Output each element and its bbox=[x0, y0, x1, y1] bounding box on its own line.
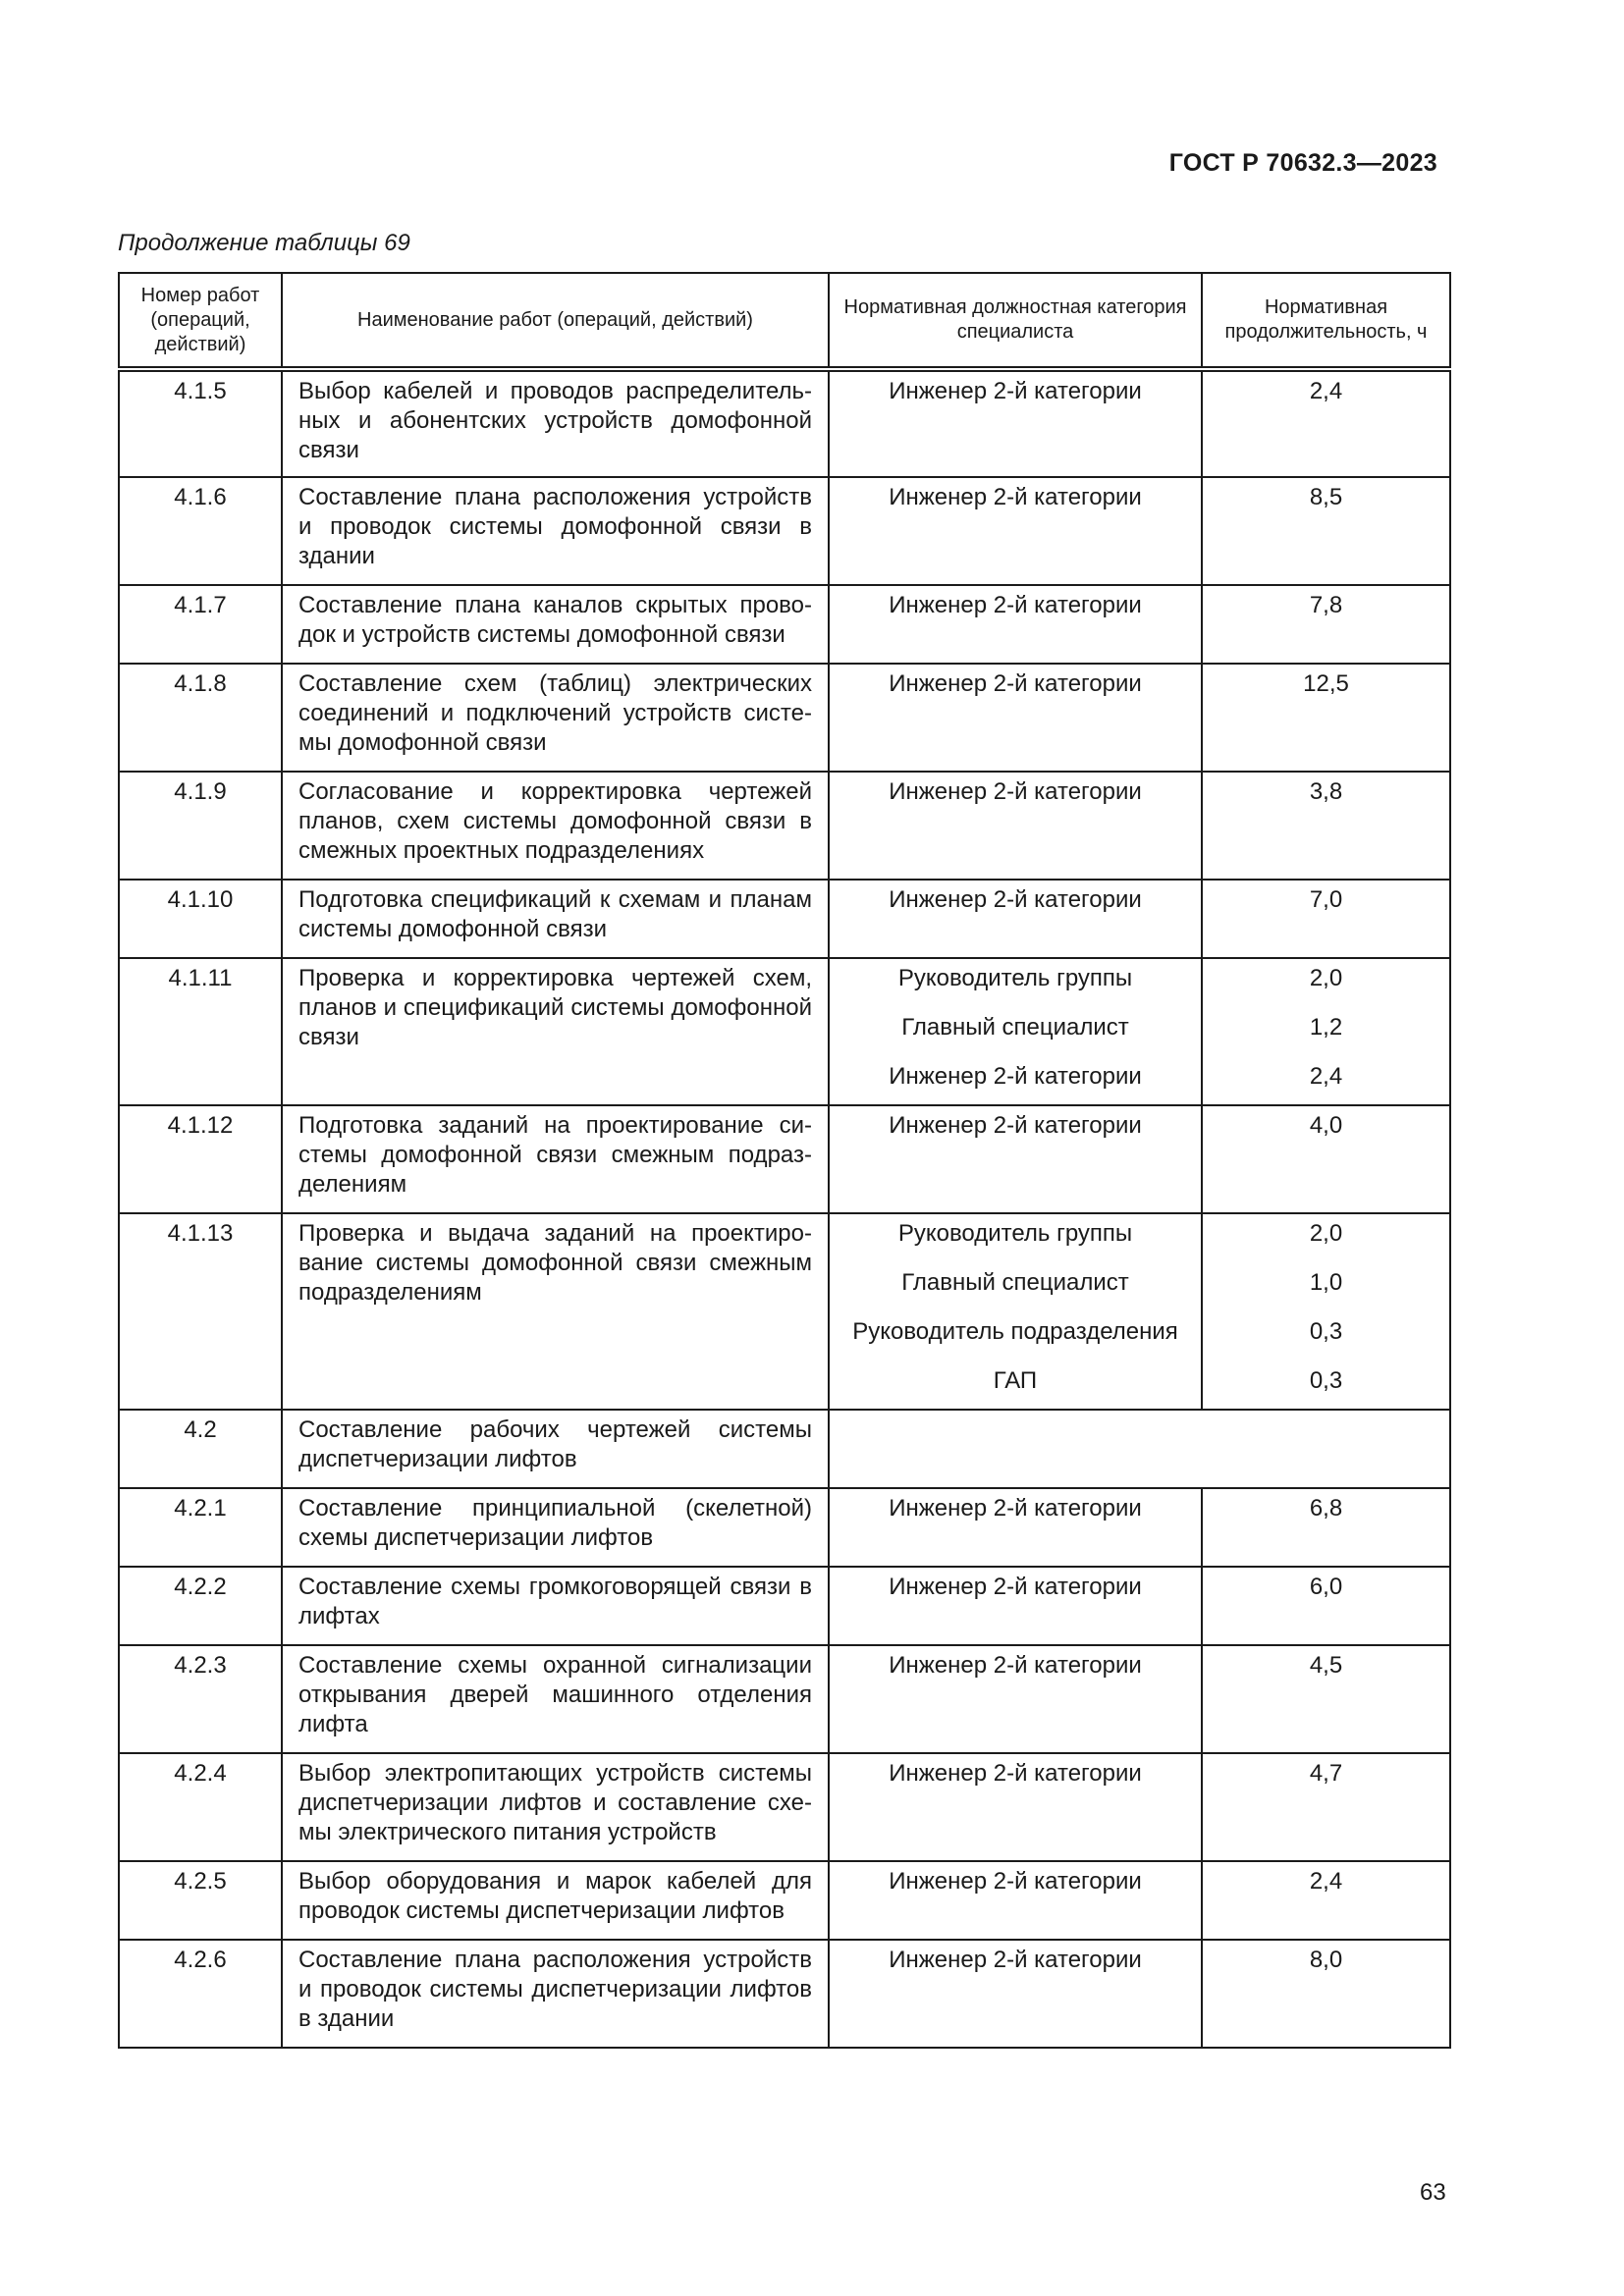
duration-line: 4,7 bbox=[1309, 1760, 1343, 1787]
category-cell bbox=[829, 1213, 1202, 1410]
category-line: Инженер 2-й категории bbox=[889, 670, 1142, 697]
work-name-cell: Проверка и корректировка чертежей схем, планов и спецификаций системы домофонной связи bbox=[282, 958, 829, 1105]
category-cell bbox=[829, 1105, 1202, 1213]
table-row bbox=[119, 1861, 1450, 1940]
duration-cell bbox=[1202, 772, 1450, 880]
table-header-row bbox=[119, 273, 1450, 369]
table-row bbox=[119, 369, 1450, 477]
norms-table bbox=[118, 272, 1451, 2049]
table-row bbox=[119, 880, 1450, 958]
category-cell bbox=[829, 958, 1202, 1105]
table-caption: Продолжение таблицы 69 bbox=[118, 230, 410, 256]
category-line: Инженер 2-й категории bbox=[889, 1063, 1142, 1090]
table-row bbox=[119, 1410, 1450, 1488]
duration-line: 2,0 bbox=[1309, 965, 1343, 991]
duration-line: 2,4 bbox=[1309, 1868, 1343, 1895]
duration-cell bbox=[1202, 1940, 1450, 2048]
duration-cell bbox=[1202, 1645, 1450, 1753]
table-row bbox=[119, 477, 1450, 585]
category-cell bbox=[829, 772, 1202, 880]
category-line: Инженер 2-й категории bbox=[889, 1112, 1142, 1139]
duration-line: 0,3 bbox=[1309, 1318, 1343, 1345]
duration-line: 0,3 bbox=[1309, 1367, 1343, 1394]
category-line: Инженер 2-й категории bbox=[889, 886, 1142, 913]
work-name-cell: Составление плана расположения устройств и проводок системы диспетчеризации лифтов в здании bbox=[282, 1940, 829, 2048]
column-header-name: Наименование работ (операций, действий) bbox=[282, 273, 829, 369]
table-row bbox=[119, 585, 1450, 664]
duration-cell bbox=[1202, 1753, 1450, 1861]
work-number-cell: 4.1.11 bbox=[119, 958, 282, 1105]
duration-cell bbox=[1202, 1861, 1450, 1940]
duration-cell bbox=[1202, 1488, 1450, 1567]
category-line: Инженер 2-й категории bbox=[889, 1947, 1142, 1973]
category-cell bbox=[829, 1567, 1202, 1645]
work-number-cell: 4.1.13 bbox=[119, 1213, 282, 1410]
table-row bbox=[119, 1645, 1450, 1753]
duration-line: 8,0 bbox=[1309, 1947, 1343, 1973]
duration-line: 4,0 bbox=[1309, 1112, 1343, 1139]
work-number-cell: 4.1.6 bbox=[119, 477, 282, 585]
work-number-cell: 4.1.10 bbox=[119, 880, 282, 958]
category-line: Инженер 2-й категории bbox=[889, 1652, 1142, 1679]
work-number-cell: 4.2.1 bbox=[119, 1488, 282, 1567]
category-line: ГАП bbox=[993, 1367, 1038, 1394]
category-line: Инженер 2-й категории bbox=[889, 1574, 1142, 1600]
category-cell bbox=[829, 664, 1202, 772]
duration-line: 7,0 bbox=[1309, 886, 1343, 913]
duration-line: 1,2 bbox=[1309, 1014, 1343, 1041]
duration-line: 4,5 bbox=[1309, 1652, 1343, 1679]
work-number-cell: 4.1.5 bbox=[119, 369, 282, 477]
merged-empty-cell bbox=[829, 1410, 1450, 1488]
table-row bbox=[119, 958, 1450, 1105]
table-body bbox=[119, 369, 1450, 2048]
category-line: Руководитель группы bbox=[897, 1220, 1133, 1247]
category-cell bbox=[829, 477, 1202, 585]
work-number-cell: 4.1.9 bbox=[119, 772, 282, 880]
table-row bbox=[119, 1105, 1450, 1213]
page-number: 63 bbox=[1420, 2179, 1446, 2206]
table-row bbox=[119, 1488, 1450, 1567]
duration-cell bbox=[1202, 585, 1450, 664]
duration-line: 1,0 bbox=[1309, 1269, 1343, 1296]
category-line: Главный специалист bbox=[901, 1269, 1129, 1296]
category-line: Инженер 2-й категории bbox=[889, 778, 1142, 805]
duration-line: 2,0 bbox=[1309, 1220, 1343, 1247]
table-row bbox=[119, 1753, 1450, 1861]
category-cell bbox=[829, 1940, 1202, 2048]
duration-cell bbox=[1202, 880, 1450, 958]
duration-line: 8,5 bbox=[1309, 484, 1343, 510]
duration-cell bbox=[1202, 1567, 1450, 1645]
duration-line: 2,4 bbox=[1309, 1063, 1343, 1090]
work-number-cell: 4.2.3 bbox=[119, 1645, 282, 1753]
category-cell bbox=[829, 1861, 1202, 1940]
category-cell bbox=[829, 1753, 1202, 1861]
work-name-cell: Выбор кабелей и проводов распределительных и абонентских устройств домофонной связи bbox=[282, 369, 829, 477]
document-id: ГОСТ Р 70632.3—2023 bbox=[1168, 149, 1437, 177]
duration-line: 6,8 bbox=[1309, 1495, 1343, 1522]
category-cell bbox=[829, 369, 1202, 477]
duration-cell bbox=[1202, 1105, 1450, 1213]
duration-cell bbox=[1202, 477, 1450, 585]
column-header-number: Номер работ (операций, действий) bbox=[119, 273, 282, 369]
work-number-cell: 4.1.7 bbox=[119, 585, 282, 664]
work-name-cell: Составление схемы громкоговорящей связи в лифтах bbox=[282, 1567, 829, 1645]
work-name-cell: Согласование и корректировка чертежей планов, схем системы домофонной связи в смежных проектных подразделениях bbox=[282, 772, 829, 880]
work-name-cell: Проверка и выдача заданий на проектирование системы домофонной связи смежным подразделениям bbox=[282, 1213, 829, 1410]
category-line: Инженер 2-й категории bbox=[889, 1495, 1142, 1522]
category-cell bbox=[829, 1488, 1202, 1567]
category-line: Инженер 2-й категории bbox=[889, 1760, 1142, 1787]
work-number-cell: 4.2.2 bbox=[119, 1567, 282, 1645]
category-line: Руководитель группы bbox=[897, 965, 1133, 991]
duration-line: 6,0 bbox=[1309, 1574, 1343, 1600]
work-name-cell: Подготовка заданий на проектирование системы домофонной связи смежным подразделениям bbox=[282, 1105, 829, 1213]
category-cell bbox=[829, 880, 1202, 958]
category-cell bbox=[829, 1645, 1202, 1753]
work-name-cell: Составление рабочих чертежей системы диспетчеризации лифтов bbox=[282, 1410, 829, 1488]
work-name-cell: Выбор оборудования и марок кабелей для проводок системы диспетчеризации лифтов bbox=[282, 1861, 829, 1940]
category-line: Руководитель подразделения bbox=[852, 1318, 1178, 1345]
duration-line: 12,5 bbox=[1303, 670, 1349, 697]
table-row bbox=[119, 1567, 1450, 1645]
work-name-cell: Составление схем (таблиц) электрических соединений и подключений устройств системы домофонной связи bbox=[282, 664, 829, 772]
work-number-cell: 4.1.8 bbox=[119, 664, 282, 772]
table-row bbox=[119, 1940, 1450, 2048]
work-name-cell: Составление принципиальной (скелетной) схемы диспетчеризации лифтов bbox=[282, 1488, 829, 1567]
duration-line: 7,8 bbox=[1309, 592, 1343, 618]
duration-line: 3,8 bbox=[1309, 778, 1343, 805]
category-line: Инженер 2-й категории bbox=[889, 592, 1142, 618]
category-line: Инженер 2-й категории bbox=[889, 1868, 1142, 1895]
table-row bbox=[119, 772, 1450, 880]
table-row bbox=[119, 1213, 1450, 1410]
work-name-cell: Выбор электропитающих устройств системы диспетчеризации лифтов и составление схемы электрического питания устройств bbox=[282, 1753, 829, 1861]
duration-cell bbox=[1202, 1213, 1450, 1410]
duration-cell bbox=[1202, 369, 1450, 477]
work-name-cell: Подготовка спецификаций к схемам и планам системы домофонной связи bbox=[282, 880, 829, 958]
column-header-category: Нормативная должностная категория специалиста bbox=[829, 273, 1202, 369]
duration-cell bbox=[1202, 664, 1450, 772]
table-row bbox=[119, 664, 1450, 772]
work-number-cell: 4.1.12 bbox=[119, 1105, 282, 1213]
duration-cell bbox=[1202, 958, 1450, 1105]
work-name-cell: Составление плана каналов скрытых проводок и устройств системы домофонной связи bbox=[282, 585, 829, 664]
category-line: Главный специалист bbox=[901, 1014, 1129, 1041]
work-number-cell: 4.2 bbox=[119, 1410, 282, 1488]
column-header-duration: Нормативная продолжительность, ч bbox=[1202, 273, 1450, 369]
work-number-cell: 4.2.4 bbox=[119, 1753, 282, 1861]
work-number-cell: 4.2.6 bbox=[119, 1940, 282, 2048]
category-cell bbox=[829, 585, 1202, 664]
work-name-cell: Составление схемы охранной сигнализации открывания дверей машинного отделения лифта bbox=[282, 1645, 829, 1753]
work-number-cell: 4.2.5 bbox=[119, 1861, 282, 1940]
category-line: Инженер 2-й категории bbox=[889, 378, 1142, 404]
work-name-cell: Составление плана расположения устройств и проводок системы домофонной связи в здании bbox=[282, 477, 829, 585]
duration-line: 2,4 bbox=[1309, 378, 1343, 404]
category-line: Инженер 2-й категории bbox=[889, 484, 1142, 510]
